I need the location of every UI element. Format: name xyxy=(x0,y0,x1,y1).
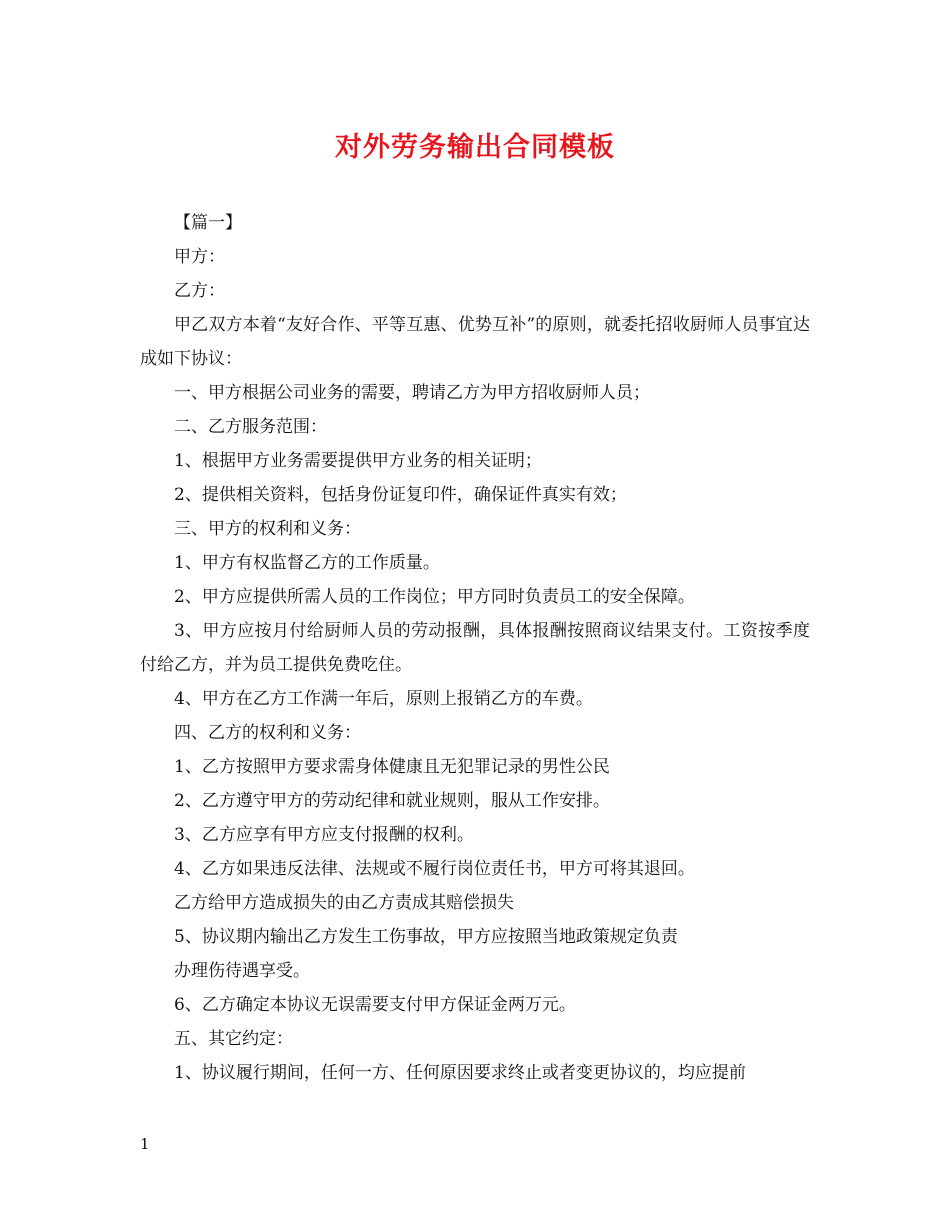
clause-line: 乙方给甲方造成损失的由乙方责成其赔偿损失 xyxy=(174,893,514,913)
clause-line: 3、乙方应享有甲方应支付报酬的权利。 xyxy=(174,825,474,845)
party-b-line: 乙方： xyxy=(174,281,225,301)
clause-line: 2、乙方遵守甲方的劳动纪律和就业规则，服从工作安排。 xyxy=(174,791,610,811)
clause-line: 1、甲方有权监督乙方的工作质量。 xyxy=(174,553,440,573)
party-a-line: 甲方： xyxy=(174,247,225,267)
clause-paragraph: 3、甲方应按月付给厨师人员的劳动报酬，具体报酬按照商议结果支付。工资按季度付给乙方，并为员工提供免费吃住。 xyxy=(140,621,810,675)
clause-heading: 二、乙方服务范围： xyxy=(174,417,327,437)
document-body xyxy=(140,206,810,1090)
clause-line: 6、乙方确定本协议无误需要支付甲方保证金两万元。 xyxy=(174,995,576,1015)
clause-line: 1、根据甲方业务需要提供甲方业务的相关证明； xyxy=(174,451,542,471)
section-heading: 【篇一】 xyxy=(174,213,242,233)
clause-line: 2、提供相关资料，包括身份证复印件，确保证件真实有效； xyxy=(174,485,627,505)
clause-line: 5、协议期内输出乙方发生工伤事故，甲方应按照当地政策规定负责 xyxy=(174,927,678,947)
clause-line: 一、甲方根据公司业务的需要，聘请乙方为甲方招收厨师人员； xyxy=(174,383,650,403)
clause-line: 1、乙方按照甲方要求需身体健康且无犯罪记录的男性公民 xyxy=(174,757,610,777)
clause-line: 4、甲方在乙方工作满一年后，原则上报销乙方的车费。 xyxy=(174,689,593,709)
clause-line: 2、甲方应提供所需人员的工作岗位；甲方同时负责员工的安全保障。 xyxy=(174,587,695,607)
clause-heading: 三、甲方的权利和义务： xyxy=(174,519,361,539)
document-title: 对外劳务输出合同模板 xyxy=(335,132,615,163)
clause-heading: 四、乙方的权利和义务： xyxy=(174,723,361,743)
clause-line: 1、协议履行期间，任何一方、任何原因要求终止或者变更协议的，均应提前 xyxy=(174,1063,746,1083)
preamble-paragraph: 甲乙双方本着“友好合作、平等互惠、优势互补”的原则，就委托招收厨师人员事宜达成如下协议： xyxy=(140,315,810,369)
clause-line: 4、乙方如果违反法律、法规或不履行岗位责任书，甲方可将其退回。 xyxy=(174,859,695,879)
clause-line: 办理伤待遇享受。 xyxy=(174,961,310,981)
clause-heading: 五、其它约定： xyxy=(174,1029,293,1049)
page-number: 1 xyxy=(140,1135,150,1153)
